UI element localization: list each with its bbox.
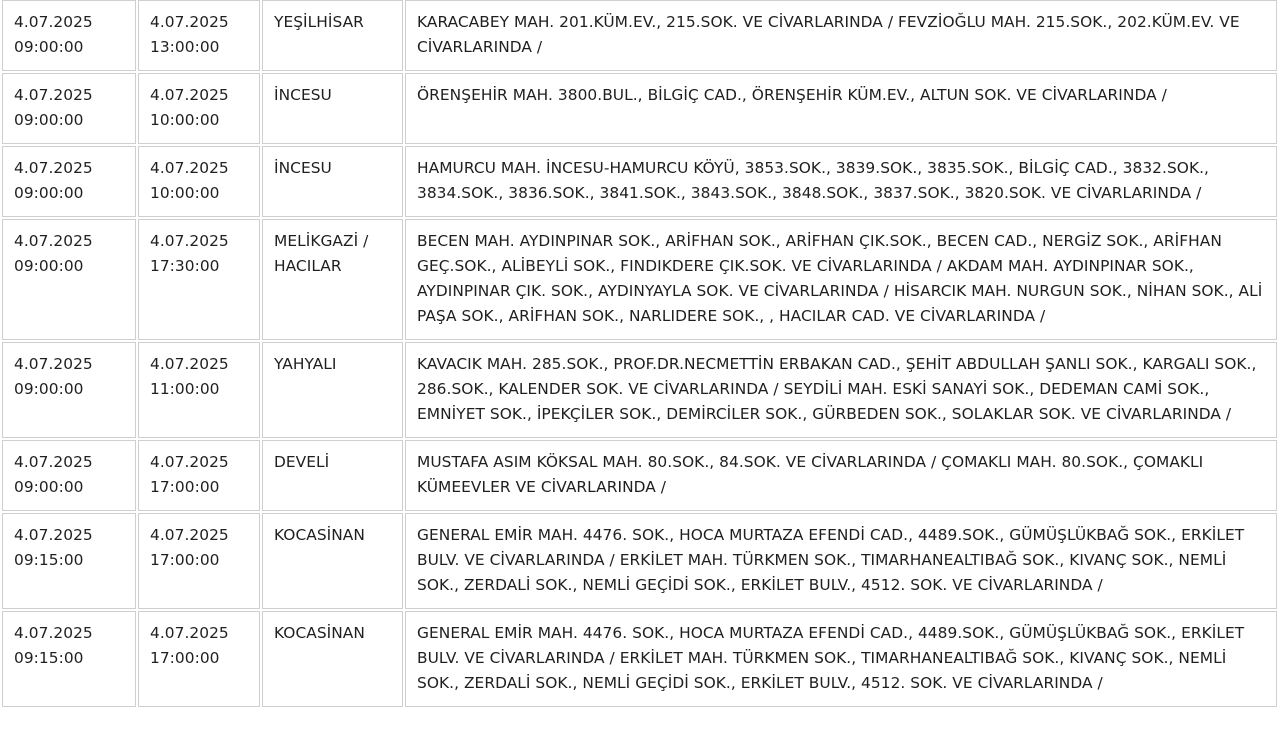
streets-cell: KAVACIK MAH. 285.SOK., PROF.DR.NECMETTİN ERBAKAN CAD., ŞEHİT ABDULLAH ŞANLI SOK., KARGALI SOK., 286.SOK., KALENDER SOK. VE CİVARLARINDA / SEYDİLİ MAH. ESKİ SANAYİ SOK., DEDEMAN CAMİ SOK., EMNİYET SOK., İPEKÇİLER SOK., DEMİRCİLER SOK., GÜRBEDEN SOK., SOLAKLAR SOK. VE CİVARLARINDA / [405, 342, 1277, 438]
streets-cell: KARACABEY MAH. 201.KÜM.EV., 215.SOK. VE CİVARLARINDA / FEVZİOĞLU MAH. 215.SOK., 202.KÜM.EV. VE CİVARLARINDA / [405, 0, 1277, 71]
end-date: 4.07.2025 [150, 159, 229, 177]
end-datetime-cell [138, 513, 260, 609]
end-date: 4.07.2025 [150, 453, 229, 471]
start-datetime-cell [2, 0, 136, 71]
district-cell: YAHYALI [262, 342, 403, 438]
district-cell: KOCASİNAN [262, 513, 403, 609]
end-time: 17:00:00 [150, 649, 220, 667]
table-row [2, 146, 1277, 217]
start-date: 4.07.2025 [14, 86, 93, 104]
end-date: 4.07.2025 [150, 526, 229, 544]
streets-cell: ÖRENŞEHİR MAH. 3800.BUL., BİLGİÇ CAD., ÖRENŞEHİR KÜM.EV., ALTUN SOK. VE CİVARLARINDA / [405, 73, 1277, 144]
start-datetime-cell [2, 219, 136, 340]
district-cell: KOCASİNAN [262, 611, 403, 707]
end-date: 4.07.2025 [150, 624, 229, 642]
district-cell: MELİKGAZİ / HACILAR [262, 219, 403, 340]
start-date: 4.07.2025 [14, 453, 93, 471]
start-time: 09:00:00 [14, 38, 84, 56]
end-date: 4.07.2025 [150, 13, 229, 31]
table-row [2, 611, 1277, 707]
table-row [2, 73, 1277, 144]
streets-cell: BECEN MAH. AYDINPINAR SOK., ARİFHAN SOK., ARİFHAN ÇIK.SOK., BECEN CAD., NERGİZ SOK., ARİFHAN GEÇ.SOK., ALİBEYLİ SOK., FINDIKDERE ÇIK.SOK. VE CİVARLARINDA / AKDAM MAH. AYDINPINAR SOK., AYDINPINAR ÇIK. SOK., AYDINYAYLA SOK. VE CİVARLARINDA / HİSARCIK MAH. NURGUN SOK., NİHAN SOK., ALİ PAŞA SOK., ARİFHAN SOK., NARLIDERE SOK., , HACILAR CAD. VE CİVARLARINDA / [405, 219, 1277, 340]
streets-cell: GENERAL EMİR MAH. 4476. SOK., HOCA MURTAZA EFENDİ CAD., 4489.SOK., GÜMÜŞLÜKBAĞ SOK., ERKİLET BULV. VE CİVARLARINDA / ERKİLET MAH. TÜRKMEN SOK., TIMARHANEALTIBAĞ SOK., KIVANÇ SOK., NEMLİ SOK., ZERDALİ SOK., NEMLİ GEÇİDİ SOK., ERKİLET BULV., 4512. SOK. VE CİVARLARINDA / [405, 513, 1277, 609]
end-datetime-cell [138, 0, 260, 71]
streets-cell: GENERAL EMİR MAH. 4476. SOK., HOCA MURTAZA EFENDİ CAD., 4489.SOK., GÜMÜŞLÜKBAĞ SOK., ERKİLET BULV. VE CİVARLARINDA / ERKİLET MAH. TÜRKMEN SOK., TIMARHANEALTIBAĞ SOK., KIVANÇ SOK., NEMLİ SOK., ZERDALİ SOK., NEMLİ GEÇİDİ SOK., ERKİLET BULV., 4512. SOK. VE CİVARLARINDA / [405, 611, 1277, 707]
end-datetime-cell [138, 219, 260, 340]
start-date: 4.07.2025 [14, 13, 93, 31]
table-row [2, 342, 1277, 438]
start-time: 09:15:00 [14, 649, 84, 667]
start-datetime-cell [2, 146, 136, 217]
table-row [2, 219, 1277, 340]
end-time: 10:00:00 [150, 184, 220, 202]
start-datetime-cell [2, 440, 136, 511]
end-datetime-cell [138, 146, 260, 217]
start-time: 09:00:00 [14, 257, 84, 275]
end-date: 4.07.2025 [150, 355, 229, 373]
end-date: 4.07.2025 [150, 232, 229, 250]
end-time: 17:00:00 [150, 551, 220, 569]
end-time: 10:00:00 [150, 111, 220, 129]
start-date: 4.07.2025 [14, 159, 93, 177]
start-date: 4.07.2025 [14, 624, 93, 642]
district-cell: YEŞİLHİSAR [262, 0, 403, 71]
end-time: 13:00:00 [150, 38, 220, 56]
start-date: 4.07.2025 [14, 355, 93, 373]
start-time: 09:15:00 [14, 551, 84, 569]
streets-cell: MUSTAFA ASIM KÖKSAL MAH. 80.SOK., 84.SOK. VE CİVARLARINDA / ÇOMAKLI MAH. 80.SOK., ÇOMAKLI KÜMEEVLER VE CİVARLARINDA / [405, 440, 1277, 511]
start-time: 09:00:00 [14, 111, 84, 129]
start-time: 09:00:00 [14, 184, 84, 202]
start-date: 4.07.2025 [14, 232, 93, 250]
table-row [2, 513, 1277, 609]
end-time: 11:00:00 [150, 380, 220, 398]
start-time: 09:00:00 [14, 478, 84, 496]
end-datetime-cell [138, 611, 260, 707]
end-time: 17:30:00 [150, 257, 220, 275]
district-cell: DEVELİ [262, 440, 403, 511]
end-datetime-cell [138, 73, 260, 144]
end-time: 17:00:00 [150, 478, 220, 496]
end-date: 4.07.2025 [150, 86, 229, 104]
start-datetime-cell [2, 73, 136, 144]
start-datetime-cell [2, 611, 136, 707]
start-time: 09:00:00 [14, 380, 84, 398]
district-cell: İNCESU [262, 146, 403, 217]
start-datetime-cell [2, 342, 136, 438]
streets-cell: HAMURCU MAH. İNCESU-HAMURCU KÖYÜ, 3853.SOK., 3839.SOK., 3835.SOK., BİLGİÇ CAD., 3832.SOK., 3834.SOK., 3836.SOK., 3841.SOK., 3843.SOK., 3848.SOK., 3837.SOK., 3820.SOK. VE CİVARLARINDA / [405, 146, 1277, 217]
district-cell: İNCESU [262, 73, 403, 144]
start-date: 4.07.2025 [14, 526, 93, 544]
table-row [2, 0, 1277, 71]
table-row [2, 440, 1277, 511]
end-datetime-cell [138, 440, 260, 511]
end-datetime-cell [138, 342, 260, 438]
start-datetime-cell [2, 513, 136, 609]
